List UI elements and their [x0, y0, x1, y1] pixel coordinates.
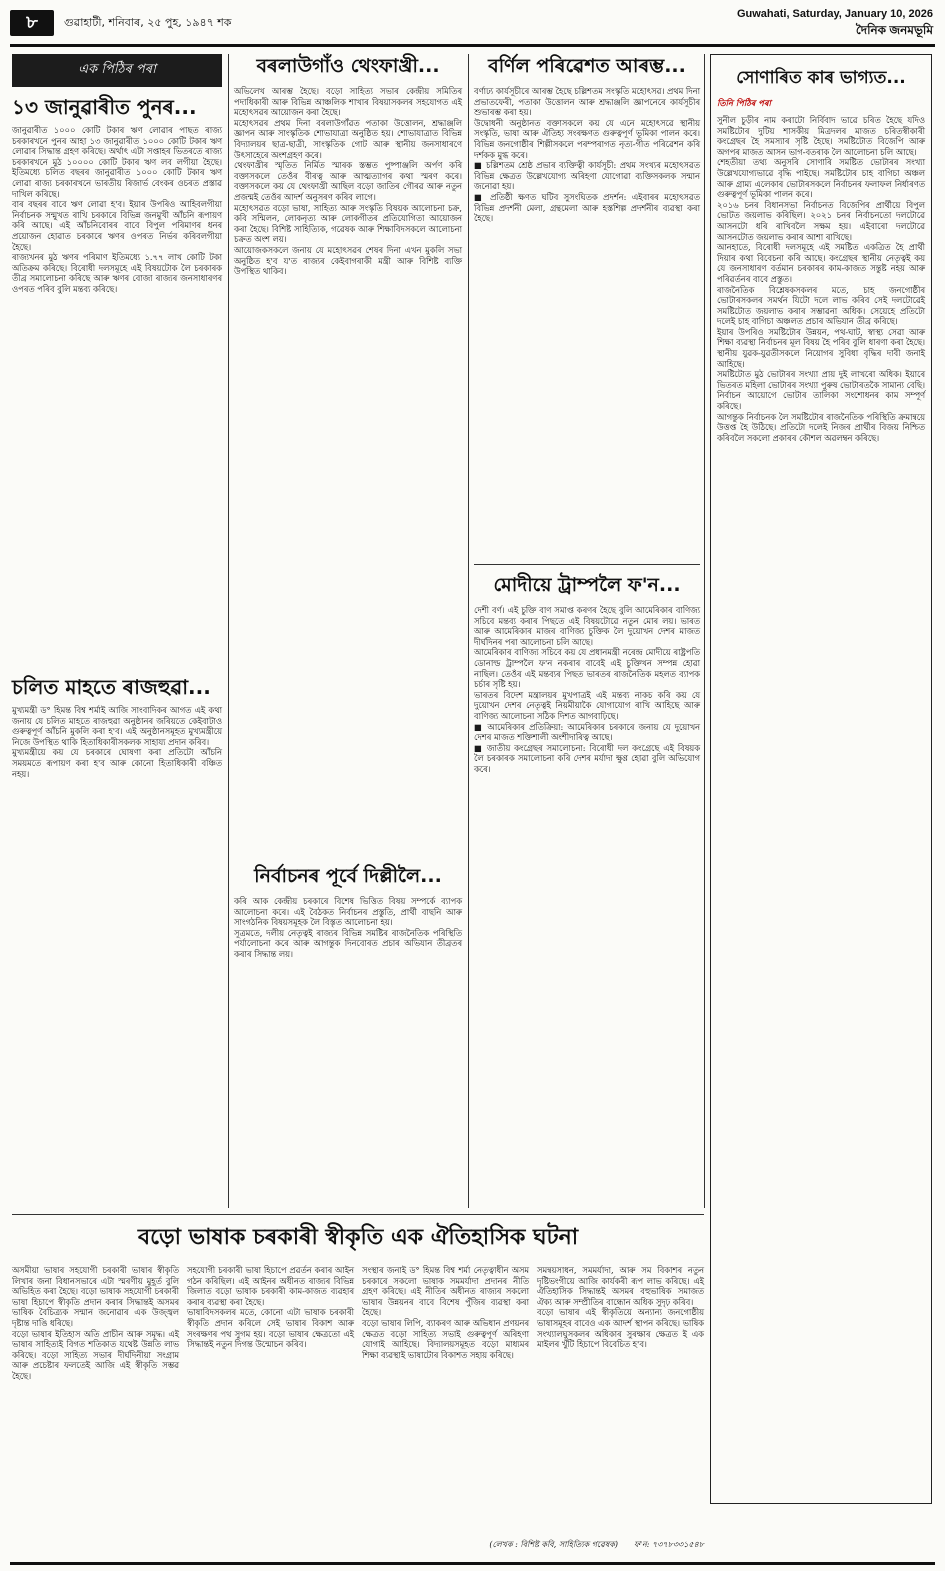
column-divider	[228, 54, 229, 1208]
col2-article	[234, 54, 462, 1208]
col3-article	[474, 54, 700, 1208]
right-column-box	[710, 54, 932, 1504]
bottom-rule	[12, 1214, 704, 1215]
dateline-local: গুৱাহাটী, শনিবাৰ, ২৫ পুহ, ১৯৪৭ শক	[64, 15, 232, 29]
col2-body: অভিলেখ আৰম্ভ হৈছে। বড়ো সাহিত্য সভাৰ কেন্দ্ৰীয় সমিতিৰ পদাধিকাৰী আৰু বিভিন্ন আঞ্চলিক শাখাৰ বিষয়াসকলৰ সহযোগত এই মহোৎসৱৰ আয়োজন কৰা হৈছে। মহোৎসৱৰ প্ৰথম দিনা বৰলাউগাঁৱত পতাকা উত্তোলন, শ্ৰদ্ধাঞ্জলি জ্ঞাপন আৰু সাংস্কৃতিক শোভাযাত্ৰা অনুষ্ঠিত হয়। শোভাযাত্ৰাত বিভিন্ন বিদ্যালয়ৰ ছাত্ৰ-ছাত্ৰী, সাংস্কৃতিক গোট আৰু স্থানীয় জনসাধাৰণে উৎসাহেৰে অংশগ্ৰহণ কৰে। থেংফাখ্ৰীৰ স্মৃতিত নিৰ্মিত স্মাৰক স্তম্ভত পুষ্পাঞ্জলি অৰ্পণ কৰি বক্তাসকলে তেওঁৰ বীৰত্ব আৰু আত্মত্যাগৰ কথা স্মৰণ কৰে। বক্তাসকলে কয় যে থেংফাখ্ৰী আছিল বড়ো জাতিৰ গৌৰৱ আৰু নতুন প্ৰজন্মই তেওঁৰ আদৰ্শ অনুসৰণ কৰিব লাগে। মহোৎসৱত বড়ো ভাষা, সাহিত্য আৰু সংস্কৃতি বিষয়ক আলোচনা চক্ৰ, কবি সন্মিলন, লোকনৃত্য আৰু লোকগীতৰ প্ৰতিযোগিতা আয়োজন কৰা হৈছে। বিশিষ্ট সাহিত্যিক, গৱেষক আৰু শিক্ষাবিদসকলে আলোচনা চক্ৰত অংশ লয়। আয়োজকসকলে জনায় যে মহোৎসৱৰ শেষৰ দিনা এখন মুকলি সভা অনুষ্ঠিত হ'ব য'ত ৰাজ্যৰ কেইবাগৰাকী মন্ত্ৰী আৰু বিশিষ্ট ব্যক্তি উপস্থিত থাকিব।	[234, 86, 462, 277]
masthead-left	[10, 8, 510, 38]
bottom-columns	[12, 1265, 704, 1535]
col3-headline-2: মোদীয়ে ট্ৰাম্পলৈ ফ'ন...	[493, 574, 681, 596]
bottom-col-3: সংস্থাৰ জনাই ড° হিমন্ত বিশ্ব শৰ্মা নেতৃত্বাধীন অসম চৰকাৰে সকলো ভাষাক সমমৰ্যাদা প্ৰদানৰ নীতি গ্ৰহণ কৰিছে। এই নীতিৰ অধীনত ৰাজ্যৰ সকলো ভাষাৰ উন্নয়নৰ বাবে বিশেষ পুঁজিৰ ব্যৱস্থা কৰা হৈছে। বড়ো ভাষাৰ লিপি, ব্যাকৰণ আৰু অভিধান প্ৰণয়নৰ ক্ষেত্ৰত বড়ো সাহিত্য সভাই গুৰুত্বপূৰ্ণ অৰিহণা যোগাই আহিছে। বিদ্যালয়সমূহত বড়ো মাধ্যমৰ শিক্ষা ব্যৱস্থাই ভাষাটোৰ বিকাশত সহায় কৰিছে।	[362, 1265, 529, 1360]
col3-headline: বৰ্ণিল পৰিৱেশত আৰম্ভ...	[488, 55, 686, 77]
col2-headline: বৰলাউগাঁও থেংফাখ্ৰী...	[256, 55, 440, 77]
dateline-english: Guwahati, Saturday, January 10, 2026	[736, 8, 933, 20]
bottom-article	[12, 1220, 704, 1560]
column-divider	[704, 54, 705, 1208]
bottom-col-1: অসমীয়া ভাষাৰ সহযোগী চৰকাৰী ভাষাৰ স্বীকৃতি লিখাৰ জনা বিধানসভাৰে এটা স্মৰণীয় মুহূৰ্ত বুলি অভিহিত কৰা হৈছে। বড়ো ভাষাক সহযোগী চৰকাৰী ভাষা হিচাপে স্বীকৃতি প্ৰদান কৰাৰ সিদ্ধান্তই অসমৰ ভাষিক বৈচিত্ৰ্যক সন্মান জনোৱাৰ এক উজ্জ্বল দৃষ্টান্ত দাঙি ধৰিছে। বড়ো ভাষাৰ ইতিহাস অতি প্ৰাচীন আৰু সমৃদ্ধ। এই ভাষাৰ সাহিত্যই বিগত শতিকাত যথেষ্ট উন্নতি লাভ কৰিছে। বড়ো সাহিত্য সভাৰ দীৰ্ঘদিনীয়া সংগ্ৰাম আৰু প্ৰচেষ্টাৰ ফলতেই আজি এই স্বীকৃতি সম্ভৱ হৈছে।	[12, 1265, 179, 1381]
right-kicker: তিনি পিঠিৰ পৰা	[717, 98, 771, 108]
left-headline-2: চলিত মাহতে ৰাজহুৱা...	[12, 675, 211, 699]
left-body-2: মুখ্যমন্ত্ৰী ড° হিমন্ত বিশ্ব শৰ্মাই আজি সাংবাদিকৰ আগত এই কথা জনায় যে চলিত মাহতে ৰাজহুৱা অনুষ্ঠানৰ জৰিয়তে কেইবাটাও গুৰুত্বপূৰ্ণ আঁচনি মুকলি কৰা হ'ব। এই অনুষ্ঠানসমূহত মুখ্যমন্ত্ৰীয়ে নিজে উপস্থিত থাকি হিতাধিকাৰীসকলক সাহায্য প্ৰদান কৰিব। মুখ্যমন্ত্ৰীয়ে কয় যে চৰকাৰে ঘোষণা কৰা প্ৰতিটো আঁচনি সময়মতে ৰূপায়ণ কৰা হ'ব আৰু কোনো হিতাধিকাৰী বঞ্চিত নহয়।	[12, 705, 222, 779]
left-headline: ১৩ জানুৱাৰীত পুনৰ...	[12, 95, 197, 119]
section-rule	[474, 564, 700, 565]
bottom-contact: ফ'ন: ৭৩৭৮৩৩১৫৪৮	[633, 1540, 704, 1549]
page-number: ৮	[10, 10, 54, 36]
column-divider	[468, 54, 469, 1208]
col2-body-2: কৰি আক কেন্দ্ৰীয় চৰকাৰে বিশেষ ভিত্তিত বিষয় সম্পৰ্কে ব্যাপক আলোচনা কৰে। এই বৈঠকত নিৰ্বাচনৰ প্ৰস্তুতি, প্ৰাৰ্থী বাছনি আৰু সাংগঠনিক বিষয়সমূহক লৈ বিস্তৃত আলোচনা হয়। সূত্ৰমতে, দলীয় নেতৃত্বই ৰাজ্যৰ বিভিন্ন সমষ্টিৰ ৰাজনৈতিক পৰিস্থিতি পৰ্যালোচনা কৰে আৰু আগন্তুক দিনবোৰত প্ৰচাৰ অভিযান তীব্ৰতৰ কৰাৰ সিদ্ধান্ত লয়।	[234, 896, 462, 959]
masthead-right	[613, 8, 933, 44]
bottom-footer	[12, 1539, 704, 1552]
bottom-col-2: সহযোগী চৰকাৰী ভাষা হিচাপে প্ৰৱৰ্তন কৰাৰ আইন গঠন কৰিছিল। এই আইনৰ অধীনত ৰাজ্যৰ বিভিন্ন জিলাত বড়ো ভাষাক চৰকাৰী কাম-কাজত ব্যৱহাৰ কৰাৰ ব্যৱস্থা কৰা হৈছে। ভাষাবিদসকলৰ মতে, কোনো এটা ভাষাক চৰকাৰী স্বীকৃতি প্ৰদান কৰিলে সেই ভাষাৰ বিকাশ আৰু সংৰক্ষণৰ পথ সুগম হয়। বড়ো ভাষাৰ ক্ষেত্ৰতো এই সিদ্ধান্তই নতুন দিগন্ত উন্মোচন কৰিব।	[187, 1265, 354, 1350]
bottom-headline: বড়ো ভাষাক চৰকাৰী স্বীকৃতি এক ঐতিহাসিক ঘটনা	[137, 1225, 579, 1250]
bottom-byline: (লেখক : বিশিষ্ট কবি, সাহিত্যিক গৱেষক)	[489, 1540, 618, 1549]
footer-rule	[10, 1562, 935, 1565]
masthead-rule	[10, 44, 935, 47]
newspaper-name: দৈনিক জনমভূমি	[855, 23, 933, 37]
left-body: জানুৱাৰীত ১০০০ কোটি টকাৰ ঋণ লোৱাৰ পাছত ৰাজ্য চৰকাৰখনে পুনৰ আহা ১৩ জানুৱাৰীত ১০০০ কোটি টকাৰ ঋণ লোৱাৰ সিদ্ধান্ত গ্ৰহণ কৰিছে। অৰ্থাৎ এটা সপ্তাহৰ ভিতৰতে ৰাজ্য চৰকাৰখনে মুঠ ১০০০০ কোটি টকাৰ ঋণ লব লগীয়া হৈছে। ইতিমধ্যে চলিত বছৰৰ জানুৱাৰীত ১০০০ কোটি টকাৰ ঋণ লোৱা ৰাজ্য চৰকাৰখনে ভাৰতীয় ৰিজাৰ্ভ বেংকৰ ওচৰত প্ৰস্তাৱ দাখিল কৰিছে। বাৰ বছৰৰ বাবে ঋণ লোৱা হ'ব। ইয়াৰ উপৰিও আহিবলগীয়া নিৰ্বাচনক সন্মুখত ৰাখি চৰকাৰে বিভিন্ন জনমুখী আঁচনি ৰূপায়ণ কৰি আছে। এই আঁচনিবোৰৰ বাবে বিপুল পৰিমাণৰ ধনৰ প্ৰয়োজন হোৱাত চৰকাৰে ঋণৰ ওপৰত নিৰ্ভৰ কৰিবলগীয়া হৈছে। ৰাজ্যখনৰ মুঠ ঋণৰ পৰিমাণ ইতিমধ্যে ১.৭৭ লাখ কোটি টকা অতিক্ৰম কৰিছে। বিৰোধী দলসমূহে এই বিষয়টোক লৈ চৰকাৰক তীব্ৰ সমালোচনা কৰিছে আৰু ঋণৰ বোজা ৰাজ্যৰ জনসাধাৰণৰ ওপৰত পৰিব বুলি মন্তব্য কৰিছে।	[12, 125, 222, 294]
col2-headline-2: নিৰ্বাচনৰ পূৰ্বে দিল্লীলৈ...	[254, 865, 442, 887]
left-column	[12, 54, 222, 1208]
col3-body-2: দেশী বৰ্ণ। এই চুক্তি বাণ সমাপ্ত কৰণৰ হৈছে বুলি আমেৰিকাৰ বাণিজ্য সচিবে মন্তব্য কৰাৰ পিছতে এই বিষয়টোৱে নতুন মোৰ লয়। ভাৰত আৰু আমেৰিকাৰ মাজৰ বাণিজ্য চুক্তিক লৈ দুয়োখন দেশৰ মাজত দীৰ্ঘদিনৰ পৰা আলোচনা চলি আছে। আমেৰিকাৰ বাণিজ্য সচিবে কয় যে প্ৰধানমন্ত্ৰী নৰেন্দ্ৰ মোদীয়ে ৰাষ্ট্ৰপতি ডোনাল্ড ট্ৰাম্পলৈ ফ'ন নকৰাৰ বাবেই এই চুক্তিখন সম্পন্ন হোৱা নাছিল। তেওঁৰ এই মন্তব্যৰ পিছত ভাৰতৰ ৰাজনৈতিক মহলত ব্যাপক চৰ্চাৰ সৃষ্টি হয়। ভাৰতৰ বিদেশ মন্ত্ৰালয়ৰ মুখপাত্ৰই এই মন্তব্য নাকচ কৰি কয় যে দুয়োখন দেশৰ নেতৃত্বই নিয়মীয়াকৈ যোগাযোগ ৰাখি আহিছে আৰু বাণিজ্য আলোচনা সঠিক দিশত আগবাঢ়িছে। ■ আমেৰিকাৰ প্ৰতিক্ৰিয়া: আমেৰিকাৰ চৰকাৰে জনায় যে দুয়োখন দেশৰ মাজত শক্তিশালী অংশীদাৰিত্ব আছে। ■ জাতীয় কংগ্ৰেছৰ সমালোচনা: বিৰোধী দল কংগ্ৰেছে এই বিষয়ক লৈ চৰকাৰক সমালোচনা কৰি দেশৰ মৰ্যাদা ক্ষুণ্ণ হোৱা বুলি অভিযোগ কৰে।	[474, 605, 700, 774]
right-headline: সোণাৰিত কাৰ ভাগ্যত...	[736, 68, 906, 88]
col3-body: বৰ্ণাঢ্য কাৰ্যসূচীৰে আৰম্ভ হৈছে চল্লিশতম সংস্কৃতি মহোৎসৱ। প্ৰথম দিনা প্ৰভাতফেৰী, পতাকা উত্তোলন আৰু শ্ৰদ্ধাঞ্জলি জ্ঞাপনেৰে কাৰ্যসূচীৰ শুভাৰম্ভ কৰা হয়। উদ্বোধনী অনুষ্ঠানত বক্তাসকলে কয় যে এনে মহোৎসৱে স্থানীয় সংস্কৃতি, ভাষা আৰু ঐতিহ্য সংৰক্ষণত গুৰুত্বপূৰ্ণ ভূমিকা পালন কৰে। বিভিন্ন জনগোষ্ঠীৰ শিল্পীসকলে পৰম্পৰাগত নৃত্য-গীত পৰিৱেশন কৰি দৰ্শকক মুগ্ধ কৰে। ■ চল্লিশতম শ্ৰেষ্ঠ প্ৰভাৰ ব্যক্তিত্বী কাৰ্যসূচী: প্ৰথম সংখ্যৰ মহোৎসৱত বিভিন্ন ক্ষেত্ৰত উল্লেখযোগ্য অৰিহণা যোগোৱা ব্যক্তিসকলক সন্মান জনোৱা হয়। ■ প্ৰতিষ্ঠী ক্ষণত ঘটিব সুসংঘিতক প্ৰদৰ্শন: এইবাৰৰ মহোৎসৱত বিভিন্ন প্ৰদৰ্শনী মেলা, গ্ৰন্থমেলা আৰু হস্তশিল্প প্ৰদৰ্শনীৰ ব্যৱস্থা কৰা হৈছে।	[474, 86, 700, 224]
bottom-col-4: সমন্বয়সাধন, সমমৰ্যাদা, আৰু সম বিকাশৰ নতুন দৃষ্টিভংগীয়ে আজি কাৰ্যকৰী ৰূপ লাভ কৰিছে। এই ঐতিহাসিক সিদ্ধান্তই অসমৰ বহুভাষিক সমাজত ঐক্য আৰু সম্প্ৰীতিৰ বান্ধোন অধিক সুদৃঢ় কৰিব। বড়ো ভাষাৰ এই স্বীকৃতিয়ে অন্যান্য জনগোষ্ঠীয় ভাষাসমূহৰ বাবেও এক আদৰ্শ স্থাপন কৰিছে। ভাষিক সংখ্যালঘুসকলৰ অধিকাৰ সুৰক্ষাৰ ক্ষেত্ৰত ই এক মাইলৰ খুঁটি হিচাপে বিবেচিত হ'ব।	[537, 1265, 704, 1350]
left-kicker: এক পিঠিৰ পৰা	[12, 54, 222, 87]
right-body: সুনীল চুড়ীৰ নাম কৰাটো নিৰ্বিবাদ ভাৱে চৰিত হৈছে যদিও সমষ্টিটোৰ দুটিয় শাসকীয় মিত্ৰদলৰ মাজত চৰিতস্বীকাৰী কংগ্ৰেছৰ হৈ সমস্যাৰ সৃষ্টি হৈছে। সমষ্টিটোত বিজেপি আৰু অগপৰ মাজত আসন ভাগ-বতৰাক লৈ আলোচনা চলি আছে। শেহতীয়া তথ্য অনুসৰি সোণাৰি সমষ্টিত ভোটাৰৰ সংখ্যা উল্লেখযোগ্যভাৱে বৃদ্ধি পাইছে। সমষ্টিটোৰ চাহ বাগিচা অঞ্চল আৰু গ্ৰাম্য এলেকাৰ ভোটাৰসকলে নিৰ্বাচনৰ ফলাফল নিৰ্ধাৰণত গুৰুত্বপূৰ্ণ ভূমিকা পালন কৰে। ২০১৬ চনৰ বিধানসভা নিৰ্বাচনত বিজেপিৰ প্ৰাৰ্থীয়ে বিপুল ভোটত জয়লাভ কৰিছিল। ২০২১ চনৰ নিৰ্বাচনতো দলটোৱে আসনটো ধৰি ৰাখিবলৈ সক্ষম হয়। এইবাৰো দলটোৱে আসনটোত জয়লাভ কৰাৰ আশা ৰাখিছে। আনহাতে, বিৰোধী দলসমূহে এই সমষ্টিত একত্ৰিত হৈ প্ৰাৰ্থী দিয়াৰ কথা বিবেচনা কৰি আছে। কংগ্ৰেছৰ স্থানীয় নেতৃত্বই কয় যে জনসাধাৰণ বৰ্তমান চৰকাৰৰ কাম-কাজত সন্তুষ্ট নহয় আৰু পৰিৱৰ্তনৰ বাবে প্ৰস্তুত। ৰাজনৈতিক বিশ্লেষকসকলৰ মতে, চাহ জনগোষ্ঠীৰ ভোটাৰসকলৰ সমৰ্থন যিটো দলে লাভ কৰিব সেই দলটোৱেই সমষ্টিটোত জয়লাভ কৰাৰ সম্ভাৱনা অধিক। সেয়েহে প্ৰতিটো দলেই চাহ বাগিচা অঞ্চলত প্ৰচাৰ অভিযান তীব্ৰ কৰিছে। ইয়াৰ উপৰিও সমষ্টিটোৰ উন্নয়ন, পথ-ঘাট, স্বাস্থ্য সেৱা আৰু শিক্ষা ব্যৱস্থা নিৰ্বাচনৰ মূল বিষয় হৈ পৰিব বুলি ধাৰণা কৰা হৈছে। স্থানীয় যুৱক-যুৱতীসকলে নিয়োগৰ সুবিধা বৃদ্ধিৰ দাবী জনাই আহিছে। সমষ্টিটোত মুঠ ভোটাৰৰ সংখ্যা প্ৰায় দুই লাখৰো অধিক। ইয়াৰে ভিতৰত মহিলা ভোটাৰৰ সংখ্যা পুৰুষ ভোটাৰতকৈ সামান্য বেছি। নিৰ্বাচন আয়োগে ভোটাৰ তালিকা সংশোধনৰ কাম সম্পূৰ্ণ কৰিছে। আগন্তুক নিৰ্বাচনক লৈ সমষ্টিটোৰ ৰাজনৈতিক পৰিস্থিতি ক্ৰমান্বয়ে উত্তপ্ত হৈ উঠিছে। প্ৰতিটো দলেই নিজৰ প্ৰাৰ্থীৰ বিজয় নিশ্চিত কৰিবলৈ সকলো প্ৰকাৰৰ কৌশল অৱলম্বন কৰিছে।	[717, 115, 925, 443]
